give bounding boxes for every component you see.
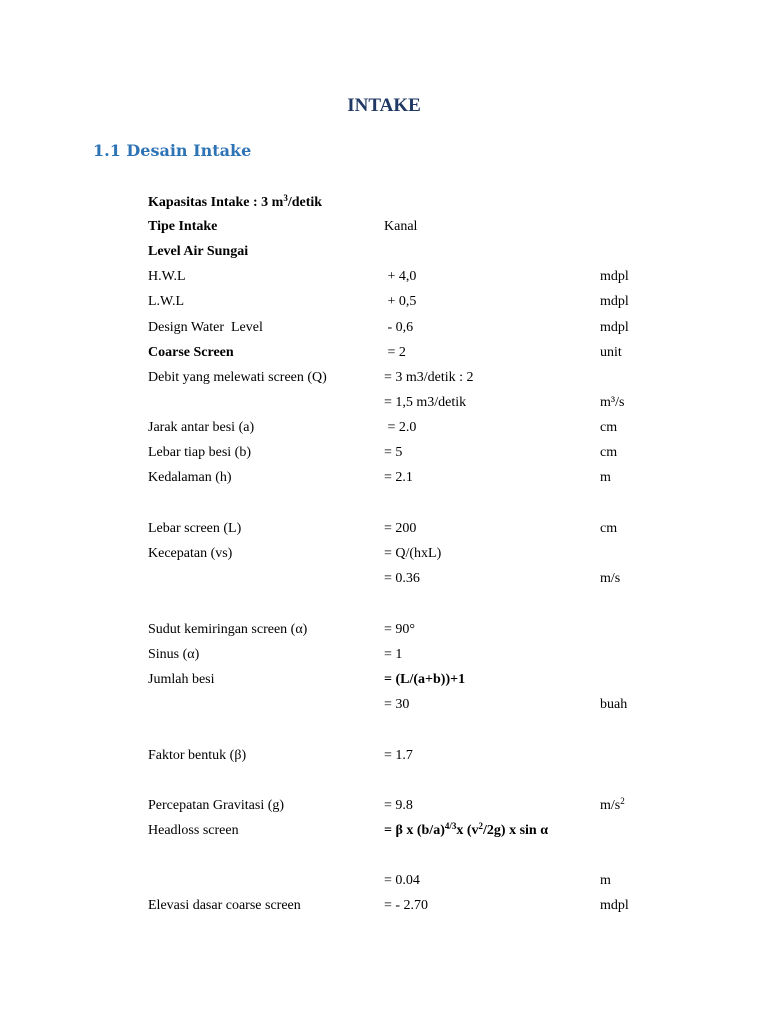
row-value: = 2 [384,345,406,360]
row-label: Lebar screen (L) [148,521,242,536]
row-unit: buah [600,697,628,712]
row-label: Sinus (α) [148,647,200,662]
row-value: = 0.36 [384,571,420,586]
row-value: = 9.8 [384,798,413,813]
row-label: L.W.L [148,294,185,309]
row-value: = 2.1 [384,470,413,485]
table-row [0,543,768,565]
row-label: Debit yang melewati screen (Q) [148,370,327,385]
row-value: = 5 [384,445,403,460]
row-label: Headloss screen [148,823,239,838]
table-row [0,266,768,288]
table-row [0,895,768,917]
headloss-formula: = β x $(b/a)^{4/3}x$ $(v^2/2g)$ x sin α [384,821,549,838]
row-unit: unit [600,345,622,360]
row-value: = 1.7 [384,748,413,763]
row-unit: cm [600,445,618,460]
row-value: = 30 [384,697,410,712]
row-value: = 200 [384,521,417,536]
table-row [0,392,768,414]
row-unit: $m/s^2$ [600,796,625,813]
row-label: Elevasi dasar coarse screen [148,898,301,913]
row-value: = 2.0 [384,420,417,435]
table-row [0,442,768,464]
row-label: Level Air Sungai [148,244,249,259]
table-row [0,467,768,489]
table-row [0,745,768,767]
row-unit: mdpl [600,269,629,284]
row-value: = - 2.70 [384,898,429,913]
row-value: = 90° [384,622,415,637]
row-unit: m [600,873,611,888]
table-row [0,669,768,691]
row-label: Jumlah besi [148,672,215,687]
row-label: H.W.L [148,269,186,284]
row-label: Faktor bentuk (β) [148,748,247,763]
table-row [0,568,768,590]
table-row [0,367,768,389]
table-row [0,518,768,540]
table-row [0,417,768,439]
row-label: Design Water Level [148,320,263,335]
row-label: Coarse Screen [148,345,234,360]
row-unit: mdpl [600,898,629,913]
row-label: Sudut kemiringan screen (α) [148,622,308,637]
row-unit: mdpl [600,320,629,335]
table-row [0,644,768,666]
row-label: Percepatan Gravitasi (g) [148,798,285,813]
row-unit: cm [600,420,618,435]
row-value: = 1 [384,647,403,662]
row-unit: m³/s [600,395,625,410]
table-row [0,216,768,238]
document-title: INTAKE [347,95,421,116]
row-value: = 3 m3/detik : 2 [384,370,474,385]
table-row [0,619,768,641]
row-label: Tipe Intake [148,219,218,234]
row-value: = 1,5 m3/detik [384,395,467,410]
table-row [0,870,768,892]
row-value: = 0.04 [384,873,420,888]
row-value: = Q/(hxL) [384,546,442,561]
table-row [0,317,768,339]
table-row [0,291,768,313]
row-unit: mdpl [600,294,629,309]
row-value: Kanal [384,219,418,234]
row-unit: m [600,470,611,485]
row-value: + 0,5 [384,294,417,309]
table-row [0,820,768,842]
section-heading: 1.1 Desain Intake [93,141,252,160]
table-row [0,241,768,263]
row-label: Kecepatan (vs) [148,546,233,561]
capacity-label: Kapasitas Intake : 3 $m^3$/detik [148,193,323,210]
row-unit: cm [600,521,618,536]
row-value: + 4,0 [384,269,417,284]
row-label: Kedalaman (h) [148,470,232,485]
row-unit: m/s [600,571,621,586]
capacity-row [0,192,768,214]
row-label: Jarak antar besi (a) [148,420,255,435]
table-row [0,795,768,817]
row-label: Lebar tiap besi (b) [148,445,252,460]
table-row [0,342,768,364]
table-row [0,694,768,716]
row-value: = (L/(a+b))+1 [384,672,466,687]
row-value: - 0,6 [384,320,414,335]
